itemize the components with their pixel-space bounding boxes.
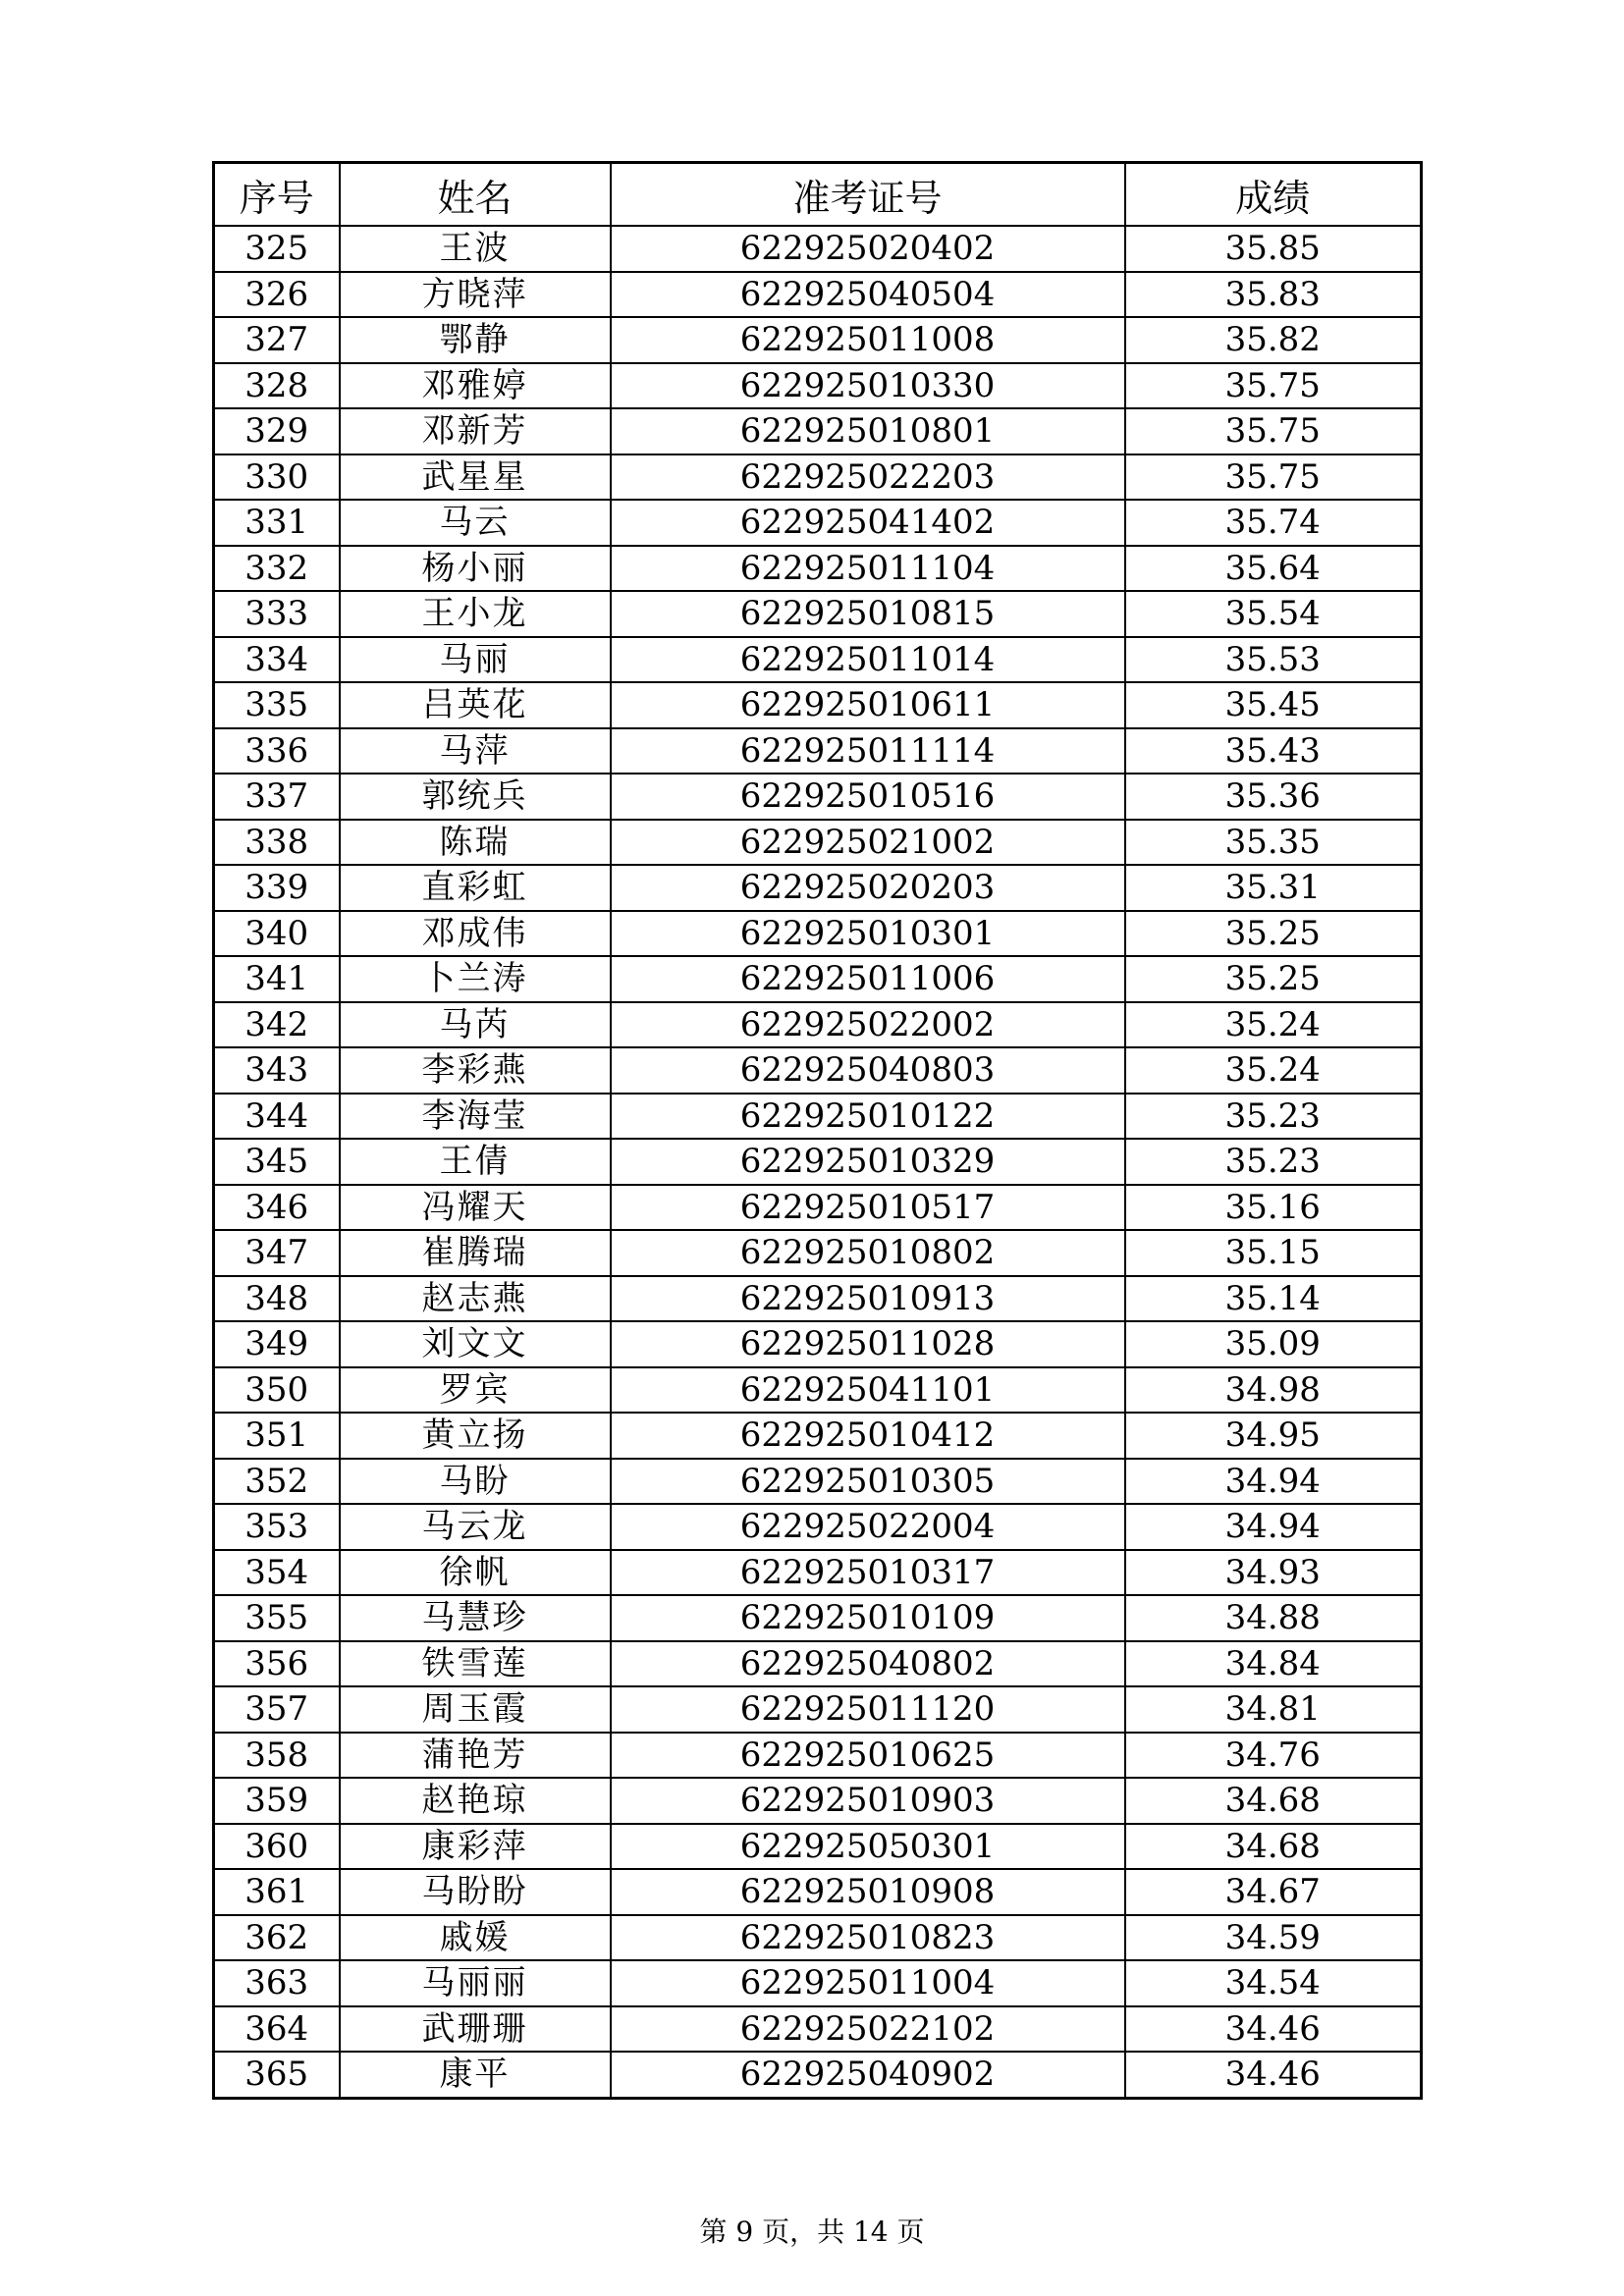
table-row — [214, 591, 1422, 637]
cell-name: 邓新芳 — [340, 408, 611, 454]
cell-seq: 365 — [214, 2052, 340, 2098]
table-row — [214, 454, 1422, 501]
cell-seq: 354 — [214, 1550, 340, 1596]
cell-seq: 362 — [214, 1915, 340, 1961]
cell-seq: 337 — [214, 774, 340, 820]
table-row — [214, 956, 1422, 1002]
cell-exam-id: 622925010317 — [611, 1550, 1125, 1596]
cell-name: 杨小丽 — [340, 546, 611, 592]
cell-exam-id: 622925040802 — [611, 1641, 1125, 1687]
table-row — [214, 682, 1422, 728]
header-seq: 序号 — [214, 163, 340, 227]
cell-seq: 350 — [214, 1367, 340, 1414]
table-row — [214, 1686, 1422, 1733]
cell-exam-id: 622925022102 — [611, 2006, 1125, 2053]
cell-score: 34.84 — [1125, 1641, 1422, 1687]
cell-score: 35.35 — [1125, 820, 1422, 866]
cell-seq: 346 — [214, 1185, 340, 1231]
cell-score: 35.24 — [1125, 1002, 1422, 1048]
cell-name: 马芮 — [340, 1002, 611, 1048]
cell-seq: 359 — [214, 1778, 340, 1824]
cell-exam-id: 622925010330 — [611, 363, 1125, 409]
cell-exam-id: 622925010903 — [611, 1778, 1125, 1824]
cell-score: 35.15 — [1125, 1230, 1422, 1276]
cell-exam-id: 622925010802 — [611, 1230, 1125, 1276]
cell-name: 邓雅婷 — [340, 363, 611, 409]
cell-name: 吕英花 — [340, 682, 611, 728]
cell-name: 蒲艳芳 — [340, 1733, 611, 1779]
cell-seq: 334 — [214, 637, 340, 683]
cell-exam-id: 622925022004 — [611, 1504, 1125, 1550]
table-row — [214, 2006, 1422, 2053]
cell-name: 王小龙 — [340, 591, 611, 637]
cell-score: 35.64 — [1125, 546, 1422, 592]
cell-score: 35.24 — [1125, 1047, 1422, 1094]
cell-seq: 355 — [214, 1595, 340, 1641]
cell-score: 35.25 — [1125, 956, 1422, 1002]
cell-name: 武星星 — [340, 454, 611, 501]
cell-name: 赵艳琼 — [340, 1778, 611, 1824]
cell-seq: 336 — [214, 728, 340, 774]
cell-exam-id: 622925010913 — [611, 1276, 1125, 1322]
cell-exam-id: 622925010516 — [611, 774, 1125, 820]
cell-score: 35.14 — [1125, 1276, 1422, 1322]
cell-exam-id: 622925010109 — [611, 1595, 1125, 1641]
cell-name: 李海莹 — [340, 1094, 611, 1140]
header-row — [214, 163, 1422, 227]
cell-exam-id: 622925020402 — [611, 226, 1125, 272]
cell-score: 34.81 — [1125, 1686, 1422, 1733]
table-row — [214, 865, 1422, 911]
cell-exam-id: 622925021002 — [611, 820, 1125, 866]
cell-name: 康彩萍 — [340, 1824, 611, 1870]
cell-seq: 330 — [214, 454, 340, 501]
cell-seq: 347 — [214, 1230, 340, 1276]
table-row — [214, 911, 1422, 957]
cell-name: 邓成伟 — [340, 911, 611, 957]
cell-score: 34.67 — [1125, 1869, 1422, 1915]
header-score: 成绩 — [1125, 163, 1422, 227]
cell-score: 35.16 — [1125, 1185, 1422, 1231]
cell-score: 35.85 — [1125, 226, 1422, 272]
cell-score: 35.75 — [1125, 408, 1422, 454]
cell-score: 35.23 — [1125, 1094, 1422, 1140]
cell-seq: 344 — [214, 1094, 340, 1140]
cell-exam-id: 622925010801 — [611, 408, 1125, 454]
cell-name: 卜兰涛 — [340, 956, 611, 1002]
cell-score: 34.68 — [1125, 1824, 1422, 1870]
cell-name: 周玉霞 — [340, 1686, 611, 1733]
cell-exam-id: 622925011120 — [611, 1686, 1125, 1733]
cell-score: 35.54 — [1125, 591, 1422, 637]
table-header — [214, 163, 1422, 227]
table-row — [214, 1595, 1422, 1641]
table-row — [214, 1733, 1422, 1779]
cell-seq: 360 — [214, 1824, 340, 1870]
table-row — [214, 1276, 1422, 1322]
cell-name: 马盼 — [340, 1459, 611, 1505]
cell-exam-id: 622925010122 — [611, 1094, 1125, 1140]
cell-score: 35.82 — [1125, 317, 1422, 363]
cell-exam-id: 622925010823 — [611, 1915, 1125, 1961]
cell-seq: 348 — [214, 1276, 340, 1322]
cell-exam-id: 622925020203 — [611, 865, 1125, 911]
cell-score: 35.75 — [1125, 363, 1422, 409]
cell-exam-id: 622925041402 — [611, 500, 1125, 546]
cell-exam-id: 622925010908 — [611, 1869, 1125, 1915]
cell-exam-id: 622925010301 — [611, 911, 1125, 957]
cell-seq: 339 — [214, 865, 340, 911]
cell-name: 李彩燕 — [340, 1047, 611, 1094]
cell-exam-id: 622925010625 — [611, 1733, 1125, 1779]
cell-score: 35.09 — [1125, 1321, 1422, 1367]
cell-seq: 345 — [214, 1139, 340, 1185]
cell-name: 罗宾 — [340, 1367, 611, 1414]
cell-name: 赵志燕 — [340, 1276, 611, 1322]
cell-name: 徐帆 — [340, 1550, 611, 1596]
cell-name: 马云龙 — [340, 1504, 611, 1550]
table-row — [214, 408, 1422, 454]
cell-score: 35.74 — [1125, 500, 1422, 546]
cell-score: 34.46 — [1125, 2006, 1422, 2053]
cell-name: 冯耀天 — [340, 1185, 611, 1231]
table-row — [214, 1094, 1422, 1140]
cell-exam-id: 622925010305 — [611, 1459, 1125, 1505]
cell-exam-id: 622925040902 — [611, 2052, 1125, 2098]
table-row — [214, 1185, 1422, 1231]
cell-name: 马慧珍 — [340, 1595, 611, 1641]
table-row — [214, 500, 1422, 546]
cell-name: 马云 — [340, 500, 611, 546]
cell-score: 34.88 — [1125, 1595, 1422, 1641]
table-row — [214, 1002, 1422, 1048]
table-row — [214, 1869, 1422, 1915]
cell-score: 34.68 — [1125, 1778, 1422, 1824]
cell-name: 铁雪莲 — [340, 1641, 611, 1687]
table-row — [214, 1960, 1422, 2006]
cell-score: 35.53 — [1125, 637, 1422, 683]
cell-seq: 356 — [214, 1641, 340, 1687]
cell-seq: 338 — [214, 820, 340, 866]
cell-score: 34.98 — [1125, 1367, 1422, 1414]
cell-seq: 357 — [214, 1686, 340, 1733]
cell-name: 黄立扬 — [340, 1413, 611, 1459]
cell-score: 35.83 — [1125, 272, 1422, 318]
cell-exam-id: 622925022002 — [611, 1002, 1125, 1048]
cell-name: 鄂静 — [340, 317, 611, 363]
cell-name: 马萍 — [340, 728, 611, 774]
cell-name: 王波 — [340, 226, 611, 272]
table-row — [214, 2052, 1422, 2098]
table-row — [214, 1139, 1422, 1185]
table-row — [214, 1550, 1422, 1596]
cell-exam-id: 622925011028 — [611, 1321, 1125, 1367]
cell-name: 郭统兵 — [340, 774, 611, 820]
cell-name: 刘文文 — [340, 1321, 611, 1367]
cell-seq: 340 — [214, 911, 340, 957]
cell-seq: 335 — [214, 682, 340, 728]
cell-exam-id: 622925040504 — [611, 272, 1125, 318]
cell-score: 35.36 — [1125, 774, 1422, 820]
table-row — [214, 1504, 1422, 1550]
cell-exam-id: 622925040803 — [611, 1047, 1125, 1094]
cell-name: 崔腾瑞 — [340, 1230, 611, 1276]
page-number: 第 9 页，共 14 页 — [699, 2216, 925, 2248]
cell-exam-id: 622925011004 — [611, 1960, 1125, 2006]
cell-score: 34.93 — [1125, 1550, 1422, 1596]
header-exam-id: 准考证号 — [611, 163, 1125, 227]
cell-seq: 342 — [214, 1002, 340, 1048]
cell-exam-id: 622925011104 — [611, 546, 1125, 592]
cell-exam-id: 622925010815 — [611, 591, 1125, 637]
table-row — [214, 1915, 1422, 1961]
cell-score: 35.45 — [1125, 682, 1422, 728]
cell-name: 王倩 — [340, 1139, 611, 1185]
cell-seq: 333 — [214, 591, 340, 637]
cell-exam-id: 622925041101 — [611, 1367, 1125, 1414]
cell-score: 34.94 — [1125, 1459, 1422, 1505]
cell-score: 34.76 — [1125, 1733, 1422, 1779]
table-row — [214, 363, 1422, 409]
table-row — [214, 774, 1422, 820]
cell-seq: 326 — [214, 272, 340, 318]
cell-score: 34.54 — [1125, 1960, 1422, 2006]
cell-seq: 343 — [214, 1047, 340, 1094]
cell-seq: 364 — [214, 2006, 340, 2053]
table-row — [214, 1459, 1422, 1505]
cell-score: 35.23 — [1125, 1139, 1422, 1185]
cell-seq: 363 — [214, 1960, 340, 2006]
cell-exam-id: 622925022203 — [611, 454, 1125, 501]
cell-seq: 358 — [214, 1733, 340, 1779]
score-table — [212, 161, 1423, 2100]
cell-seq: 325 — [214, 226, 340, 272]
cell-exam-id: 622925010329 — [611, 1139, 1125, 1185]
cell-name: 方晓萍 — [340, 272, 611, 318]
table-row — [214, 1367, 1422, 1414]
cell-exam-id: 622925010611 — [611, 682, 1125, 728]
cell-name: 直彩虹 — [340, 865, 611, 911]
cell-exam-id: 622925011006 — [611, 956, 1125, 1002]
cell-name: 康平 — [340, 2052, 611, 2098]
cell-seq: 349 — [214, 1321, 340, 1367]
cell-score: 35.75 — [1125, 454, 1422, 501]
table-row — [214, 1413, 1422, 1459]
table-row — [214, 637, 1422, 683]
table-row — [214, 1824, 1422, 1870]
header-name: 姓名 — [340, 163, 611, 227]
cell-exam-id: 622925010412 — [611, 1413, 1125, 1459]
cell-seq: 361 — [214, 1869, 340, 1915]
cell-seq: 329 — [214, 408, 340, 454]
cell-exam-id: 622925011014 — [611, 637, 1125, 683]
cell-score: 34.94 — [1125, 1504, 1422, 1550]
cell-score: 34.46 — [1125, 2052, 1422, 2098]
cell-name: 马丽丽 — [340, 1960, 611, 2006]
cell-score: 35.31 — [1125, 865, 1422, 911]
cell-exam-id: 622925011008 — [611, 317, 1125, 363]
table-row — [214, 1641, 1422, 1687]
cell-score: 35.25 — [1125, 911, 1422, 957]
table-row — [214, 317, 1422, 363]
cell-name: 马盼盼 — [340, 1869, 611, 1915]
table-row — [214, 1321, 1422, 1367]
cell-seq: 353 — [214, 1504, 340, 1550]
page-footer — [0, 2211, 1624, 2250]
cell-seq: 327 — [214, 317, 340, 363]
table-row — [214, 272, 1422, 318]
table-row — [214, 1047, 1422, 1094]
cell-score: 34.59 — [1125, 1915, 1422, 1961]
cell-name: 马丽 — [340, 637, 611, 683]
cell-seq: 341 — [214, 956, 340, 1002]
table-row — [214, 820, 1422, 866]
cell-seq: 331 — [214, 500, 340, 546]
cell-name: 武珊珊 — [340, 2006, 611, 2053]
cell-seq: 332 — [214, 546, 340, 592]
table-row — [214, 546, 1422, 592]
cell-name: 陈瑞 — [340, 820, 611, 866]
table-row — [214, 226, 1422, 272]
cell-exam-id: 622925010517 — [611, 1185, 1125, 1231]
table-body — [214, 226, 1422, 2098]
cell-seq: 352 — [214, 1459, 340, 1505]
table-row — [214, 1230, 1422, 1276]
cell-score: 35.43 — [1125, 728, 1422, 774]
cell-score: 34.95 — [1125, 1413, 1422, 1459]
cell-exam-id: 622925050301 — [611, 1824, 1125, 1870]
cell-seq: 328 — [214, 363, 340, 409]
cell-seq: 351 — [214, 1413, 340, 1459]
table-row — [214, 1778, 1422, 1824]
cell-name: 戚媛 — [340, 1915, 611, 1961]
cell-exam-id: 622925011114 — [611, 728, 1125, 774]
table-row — [214, 728, 1422, 774]
